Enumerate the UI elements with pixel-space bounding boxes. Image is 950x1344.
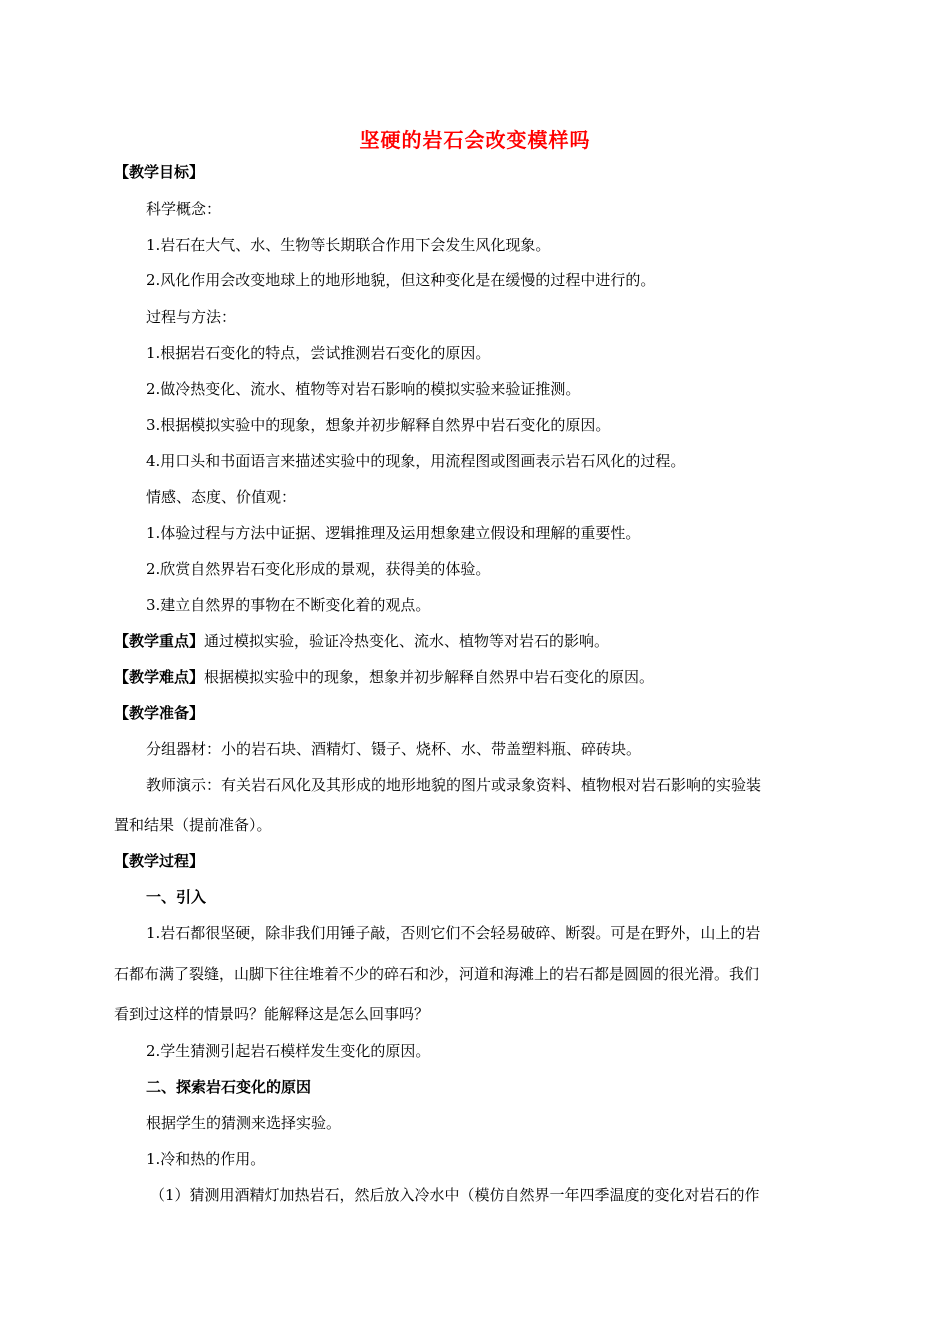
emotion-label: 情感、态度、价值观： xyxy=(146,488,297,506)
paragraph: 根据学生的猜测来选择实验。 xyxy=(146,1114,342,1132)
paragraph-cont: 看到过这样的情景吗？能解释这是怎么回事吗？ xyxy=(114,1005,430,1023)
difficult-line xyxy=(114,667,844,687)
prep-teacher-cont: 置和结果（提前准备）。 xyxy=(114,816,272,834)
concept-item: 2.风化作用会改变地球上的地形地貌，但这种变化是在缓慢的过程中进行的。 xyxy=(146,271,656,289)
concept-item: 1.岩石在大气、水、生物等长期联合作用下会发生风化现象。 xyxy=(146,236,551,254)
paragraph: 2.学生猜测引起岩石模样发生变化的原因。 xyxy=(146,1042,431,1060)
paragraph-cont: 石都布满了裂缝，山脚下往往堆着不少的碎石和沙，河道和海滩上的岩石都是圆圆的很光滑。我们 xyxy=(114,965,760,983)
difficult-text: 根据模拟实验中的现象，想象并初步解释自然界中岩石变化的原因。 xyxy=(204,668,655,686)
prep-group: 分组器材：小的岩石块、酒精灯、镊子、烧杯、水、带盖塑料瓶、碎砖块。 xyxy=(146,740,642,758)
paragraph: 1.冷和热的作用。 xyxy=(146,1150,266,1168)
process-header: 【教学过程】 xyxy=(114,852,205,870)
concept-label: 科学概念： xyxy=(146,200,222,218)
emotion-item: 1.体验过程与方法中证据、逻辑推理及运用想象建立假设和理解的重要性。 xyxy=(146,524,641,542)
prep-header: 【教学准备】 xyxy=(114,704,205,722)
process-item: 3.根据模拟实验中的现象，想象并初步解释自然界中岩石变化的原因。 xyxy=(146,416,611,434)
paragraph: 1.岩石都很坚硬，除非我们用锤子敲，否则它们不会轻易破碎、断裂。可是在野外，山上的岩 xyxy=(146,924,761,942)
process-label: 过程与方法： xyxy=(146,308,237,326)
emotion-item: 3.建立自然界的事物在不断变化着的观点。 xyxy=(146,596,431,614)
section-title: 二、探索岩石变化的原因 xyxy=(146,1078,312,1096)
key-point-header: 【教学重点】 xyxy=(114,632,205,650)
page-title: 坚硬的岩石会改变模样吗 xyxy=(359,128,591,152)
goals-header: 【教学目标】 xyxy=(114,163,205,181)
emotion-item: 2.欣赏自然界岩石变化形成的景观，获得美的体验。 xyxy=(146,560,491,578)
process-item: 1.根据岩石变化的特点，尝试推测岩石变化的原因。 xyxy=(146,344,491,362)
prep-teacher: 教师演示：有关岩石风化及其形成的地形地貌的图片或录象资料、植物根对岩石影响的实验装 xyxy=(146,776,762,794)
paragraph: （1）猜测用酒精灯加热岩石，然后放入冷水中（模仿自然界一年四季温度的变化对岩石的作 xyxy=(150,1186,760,1204)
difficult-header: 【教学难点】 xyxy=(114,668,205,686)
key-point-text: 通过模拟实验，验证冷热变化、流水、植物等对岩石的影响。 xyxy=(204,632,610,650)
key-point-line xyxy=(114,631,844,651)
process-item: 2.做冷热变化、流水、植物等对岩石影响的模拟实验来验证推测。 xyxy=(146,380,581,398)
process-item: 4.用口头和书面语言来描述实验中的现象，用流程图或图画表示岩石风化的过程。 xyxy=(146,452,686,470)
section-title: 一、引入 xyxy=(146,888,207,906)
